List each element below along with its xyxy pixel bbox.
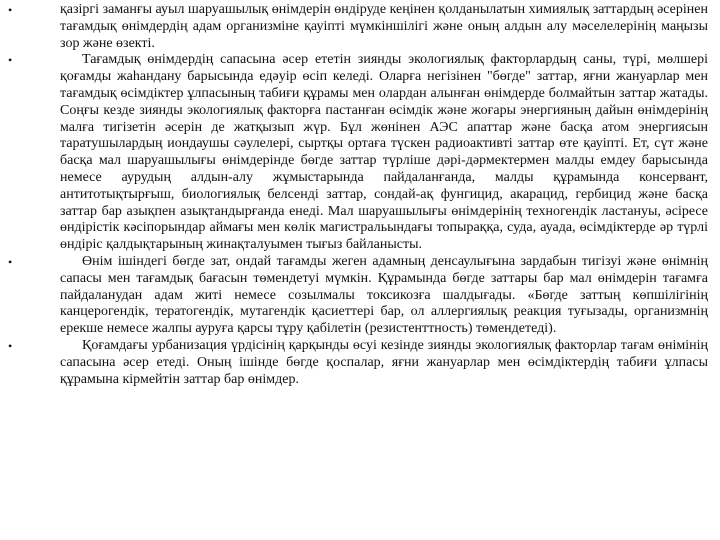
bullet-dot-icon: •: [8, 53, 13, 68]
bullet-item: [8, 2, 708, 52]
bullet-item: [8, 254, 708, 338]
bullet-dot-icon: •: [8, 254, 13, 269]
bullet-item: [8, 338, 708, 388]
bullet-item: [8, 52, 708, 254]
bullet-dot-icon: •: [8, 338, 13, 353]
paragraph-text: Тағамдық өнімдердің сапасына әсер ететін зиянды экологиялық факторлардың саны, түрі, мөлшері қоғамды жаһандану барысында едәуір өсіп келеді. Оларға негізінен "бөгде" заттар, яғни жануарлар мен тағамдық өсімдіктер ұлпасының табиғи құрамы мен олардан алынған өнімдерде болмайтын заттар жатады. Соңғы кезде зиянды экологиялық факторға пастанған өсімдік және жоғары энергияның дайын өнімдерінің малға тигізетін әсерін де жатқызып жүр. Бұл жөнінен АЭС апаттар және басқа атом энергиясын таратушылардың иондаушы сәулелері, сыртқы ортаға түскен радиоактивті заттар өте қауіпті. Ет, сүт және басқа мал шаруашылығы өнімдерінде бөгде заттар түрліше дәрі-дәрмектермен малды емдеу барысында немесе аурудың алдын-алу жұмыстарында пайдаланғанда, малды құрамында консервант, антитотықтырғыш, биологиялық белсенді заттар, сондай-ақ фунгицид, акарацид, гербицид және басқа заттар бар азықпен азықтандырғанда енеді. Мал шаруашылығы өнімдерінің техногендік ластануы, әсіресе өндірістік кәсіпорындар аймағы мен көлік магистральындағы топыраққа, суда, ауада, өсімдіктерде әр түрлі өндіріс қалдықтарының жинақталуымен тығыз байланысты.: [60, 52, 708, 253]
bullet-list: [8, 2, 708, 388]
paragraph-text: Өнім ішіндегі бөгде зат, ондай тағамды жеген адамның денсаулығына зардабын тигізуі және өнімнің сапасы мен тағамдық бағасын төмендетуі мүмкін. Құрамында бөгде заттары бар мал өнімдерін тағамға пайдаланудан адам житі немесе созылмалы токсикозға шалдығады. «Бөгде заттың көпшілігінің канцерогендік, тератогендік, мутагендік қасиеттері бар, ол аллергиялық реакция туғызады, организмнің ерекше немесе жалпы ауруға қарсы тұру қабілетін (резистенттность) төмендетеді).: [60, 253, 708, 337]
bullet-dot-icon: •: [8, 3, 13, 17]
paragraph-text: Қоғамдағы урбанизация үрдісінің қарқынды өсуі кезінде зиянды экологиялық факторлар тағам өнімінің сапасына әсер етеді. Оның ішінде бөгде қоспалар, яғни жануарлар мен өсімдіктердің табиғи ұлпасы құрамына кірмейтін заттар бар өнімдер.: [60, 337, 708, 387]
paragraph-text: қазіргі заманғы ауыл шаруашылық өнімдерін өндіруде кеңінен қолданылатын химиялық заттардың әсерінен тағамдық өнімдердің адам организміне қауіпті мүмкіншілігі және оның алдын алу мәселелерінің маңызы зор және өзекті.: [60, 2, 708, 51]
